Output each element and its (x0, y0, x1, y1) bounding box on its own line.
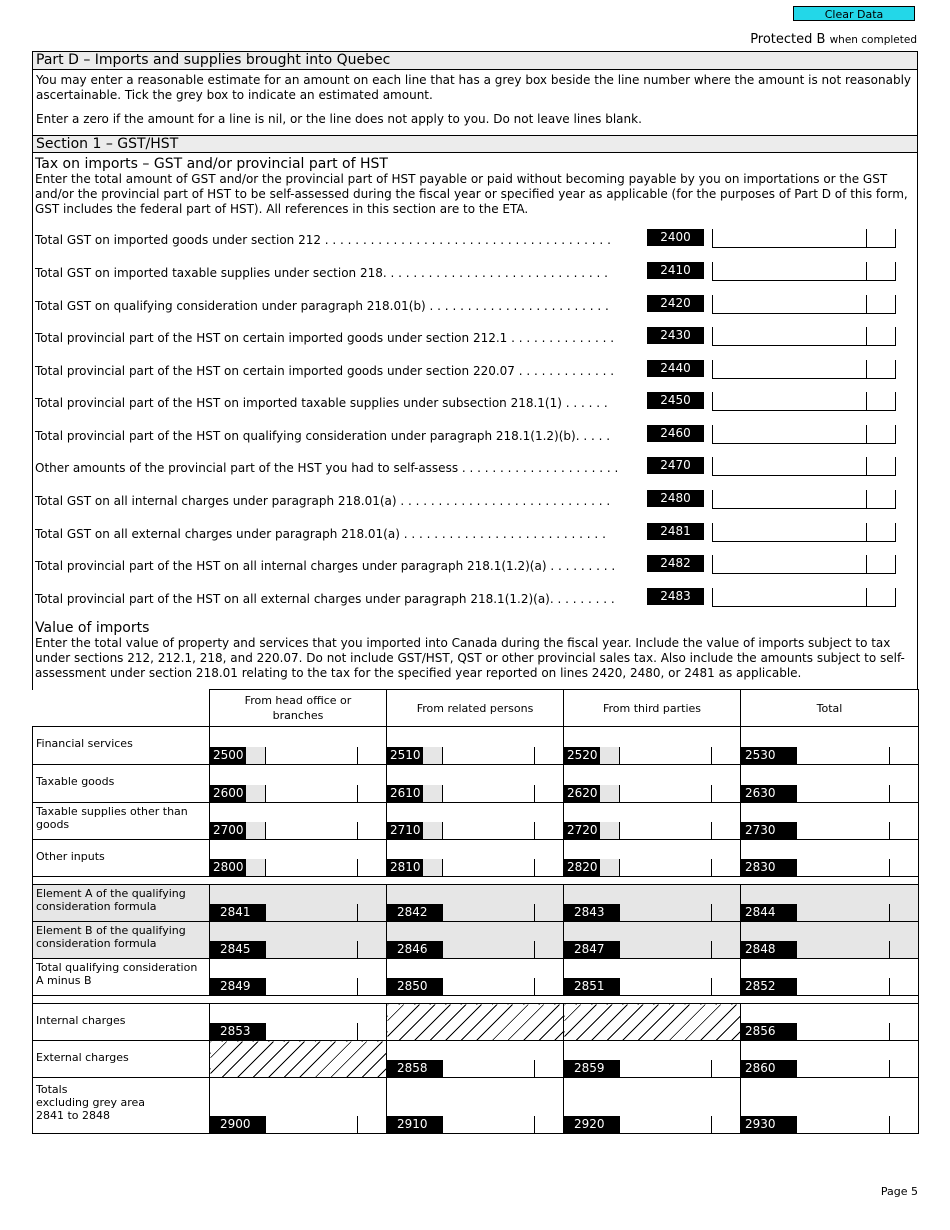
line-2480-number: 2480 (647, 490, 704, 507)
row-goods-label: Taxable goods (33, 765, 210, 803)
section1-title: Section 1 – GST/HST (32, 135, 918, 153)
line-2400-number: 2400 (647, 229, 704, 246)
cell-2846-input[interactable] (387, 922, 564, 959)
col-total: Total (741, 690, 919, 727)
tax-title: Tax on imports – GST and/or provincial part of HST (35, 156, 388, 172)
num-2920: 2920 (564, 1116, 620, 1133)
cell-2520-input[interactable] (564, 727, 741, 765)
part-d-box (32, 51, 918, 136)
cell-2842-input[interactable] (387, 885, 564, 922)
line-2420-amount-input[interactable] (712, 295, 868, 314)
line-2483-amount-input[interactable] (712, 588, 868, 607)
num-2900: 2900 (210, 1116, 266, 1133)
estimate-checkbox-2610[interactable] (423, 785, 443, 802)
line-2440-label: Total provincial part of the HST on certain imported goods under section 220.07 . . . . . . . . . . . . . (35, 364, 615, 378)
cell-2720-input[interactable] (564, 803, 741, 840)
tax-para: Enter the total amount of GST and/or the provincial part of HST payable or paid without becoming payable by you on importations or the GST and/or the provincial part of HST to be self-assessed during the fiscal year or specified year as applicable (for the purposes of Part D of this form, GST includes the federal part of HST). All references in this section are to the ETA. (35, 172, 908, 216)
line-2483-label: Total provincial part of the HST on all external charges under paragraph 218.1(1.2)(a). . . . . . . . . (35, 592, 615, 606)
col-related: From related persons (387, 690, 564, 727)
imports-table (32, 689, 919, 1134)
cell-2850-input[interactable] (387, 959, 564, 996)
cell-2845-input[interactable] (210, 922, 387, 959)
cell-2730-input[interactable] (741, 803, 919, 840)
part-d-para1: You may enter a reasonable estimate for an amount on each line that has a grey box beside the line number where the amount is not reasonably ascertainable. Tick the grey box to indicate an estimated amount. (36, 73, 912, 102)
line-2470-label: Other amounts of the provincial part of the HST you had to self-assess . . . . . . . . . . . . . . . . . . . . . (35, 461, 619, 475)
num-2847: 2847 (564, 941, 620, 958)
cell-2852-input[interactable] (741, 959, 919, 996)
estimate-checkbox-2810[interactable] (423, 859, 443, 876)
hatched-cell-internal-third (564, 1004, 741, 1041)
line-2482-amount-input[interactable] (712, 555, 868, 574)
num-2852: 2852 (741, 978, 797, 995)
estimate-checkbox-2720[interactable] (600, 822, 620, 839)
line-2481-cents-input[interactable] (866, 523, 896, 542)
estimate-checkbox-2700[interactable] (246, 822, 266, 839)
cell-2610-input[interactable] (387, 765, 564, 803)
estimate-checkbox-2600[interactable] (246, 785, 266, 802)
cell-2500-input[interactable] (210, 727, 387, 765)
cell-2841-input[interactable] (210, 885, 387, 922)
col-head-office: From head office or branches (210, 690, 387, 727)
num-2860: 2860 (741, 1060, 797, 1077)
cell-2853-input[interactable] (210, 1004, 387, 1041)
cell-2920-input[interactable] (564, 1078, 741, 1134)
cell-2856-input[interactable] (741, 1004, 919, 1041)
num-2830: 2830 (741, 859, 797, 876)
cell-2830-input[interactable] (741, 840, 919, 877)
line-2470-amount-input[interactable] (712, 457, 868, 476)
part-d-title: Part D – Imports and supplies brought into Quebec (33, 52, 917, 70)
page-number: Page 5 (880, 1185, 918, 1198)
line-2480-label: Total GST on all internal charges under paragraph 218.01(a) . . . . . . . . . . . . . . . . . . . . . . . . . . . . (35, 494, 611, 508)
cell-2530-input[interactable] (741, 727, 919, 765)
num-2844: 2844 (741, 904, 797, 921)
cell-2620-input[interactable] (564, 765, 741, 803)
line-2482-number: 2482 (647, 555, 704, 572)
num-2851: 2851 (564, 978, 620, 995)
part-d-para2: Enter a zero if the amount for a line is nil, or the line does not apply to you. Do not leave lines blank. (36, 112, 642, 126)
line-2420-number: 2420 (647, 295, 704, 312)
num-2850: 2850 (387, 978, 443, 995)
num-2849: 2849 (210, 978, 266, 995)
num-2858: 2858 (387, 1060, 443, 1077)
line-2440-amount-input[interactable] (712, 360, 868, 379)
line-2400-amount-input[interactable] (712, 229, 868, 248)
row-other-label: Other inputs (33, 840, 210, 877)
line-2460-amount-input[interactable] (712, 425, 868, 444)
estimate-checkbox-2510[interactable] (423, 747, 443, 764)
num-2630: 2630 (741, 785, 797, 802)
num-2530: 2530 (741, 747, 797, 764)
line-2450-label: Total provincial part of the HST on imported taxable supplies under subsection 218.1(1) . . . . . . (35, 396, 608, 410)
num-2620: 2620 (564, 785, 600, 802)
line-2450-cents-input[interactable] (866, 392, 896, 411)
num-2843: 2843 (564, 904, 620, 921)
cell-2849-input[interactable] (210, 959, 387, 996)
num-2710: 2710 (387, 822, 423, 839)
hatched-cell-internal-related (387, 1004, 564, 1041)
line-2430-cents-input[interactable] (866, 327, 896, 346)
row-totalqc-label: Total qualifying consideration A minus B (33, 959, 210, 996)
cell-2843-input[interactable] (564, 885, 741, 922)
cell-2600-input[interactable] (210, 765, 387, 803)
cell-2847-input[interactable] (564, 922, 741, 959)
line-2460-number: 2460 (647, 425, 704, 442)
cell-2810-input[interactable] (387, 840, 564, 877)
cell-2900-input[interactable] (210, 1078, 387, 1134)
num-2730: 2730 (741, 822, 797, 839)
num-2910: 2910 (387, 1116, 443, 1133)
line-2430-number: 2430 (647, 327, 704, 344)
row-internal-label: Internal charges (33, 1004, 210, 1041)
line-2400-label: Total GST on imported goods under section 212 . . . . . . . . . . . . . . . . . . . . . . . . . . . . . . . . . . . . . . (35, 233, 611, 247)
cell-2910-input[interactable] (387, 1078, 564, 1134)
num-2848: 2848 (741, 941, 797, 958)
num-2841: 2841 (210, 904, 266, 921)
line-2481-label: Total GST on all external charges under paragraph 218.01(a) . . . . . . . . . . . . . . . . . . . . . . . . . . . (35, 527, 606, 541)
row-spacer (33, 877, 919, 885)
line-2430-amount-input[interactable] (712, 327, 868, 346)
cell-2800-input[interactable] (210, 840, 387, 877)
line-2483-number: 2483 (647, 588, 704, 605)
corner-cell (33, 690, 210, 727)
line-2450-amount-input[interactable] (712, 392, 868, 411)
num-2510: 2510 (387, 747, 423, 764)
line-2430-label: Total provincial part of the HST on certain imported goods under section 212.1 . . . . . . . . . . . . . . (35, 331, 615, 345)
line-2482-label: Total provincial part of the HST on all internal charges under paragraph 218.1(1.2)(a) . . . . . . . . . (35, 559, 616, 573)
estimate-checkbox-2710[interactable] (423, 822, 443, 839)
line-2460-cents-input[interactable] (866, 425, 896, 444)
line-2410-amount-input[interactable] (712, 262, 868, 281)
line-2410-cents-input[interactable] (866, 262, 896, 281)
num-2500: 2500 (210, 747, 246, 764)
num-2930: 2930 (741, 1116, 797, 1133)
num-2859: 2859 (564, 1060, 620, 1077)
num-2842: 2842 (387, 904, 443, 921)
num-2800: 2800 (210, 859, 246, 876)
line-2400-cents-input[interactable] (866, 229, 896, 248)
value-imports-para: Enter the total value of property and services that you imported into Canada during the fiscal year. Include the value of imports subject to tax under sections 212, 212.1, 218, and 220.07. Do not include GST/HST, QST or other provincial sales tax. Also include the amounts subject to self-assessment under section 218.01 relating to the tax for the specified year reported on lines 2420, 2480, or 2481 as applicable. (35, 636, 905, 680)
cell-2930-input[interactable] (741, 1078, 919, 1134)
row-spacer-2 (33, 996, 919, 1004)
line-2420-cents-input[interactable] (866, 295, 896, 314)
row-financial-label: Financial services (33, 727, 210, 765)
row-supplies-label: Taxable supplies other than goods (33, 803, 210, 840)
line-2440-cents-input[interactable] (866, 360, 896, 379)
cell-2860-input[interactable] (741, 1041, 919, 1078)
row-totals-label: Totals excluding grey area 2841 to 2848 (33, 1078, 210, 1134)
cell-2858-input[interactable] (387, 1041, 564, 1078)
line-2410-number: 2410 (647, 262, 704, 279)
cell-2510-input[interactable] (387, 727, 564, 765)
hatched-cell-external-head (210, 1041, 387, 1078)
num-2856: 2856 (741, 1023, 797, 1040)
num-2600: 2600 (210, 785, 246, 802)
protected-label: Protected B when completed (750, 32, 917, 47)
line-2481-number: 2481 (647, 523, 704, 540)
line-2450-number: 2450 (647, 392, 704, 409)
line-2481-amount-input[interactable] (712, 523, 868, 542)
line-2420-label: Total GST on qualifying consideration under paragraph 218.01(b) . . . . . . . . . . . . . . . . . . . . . . . . (35, 299, 609, 313)
line-2410-label: Total GST on imported taxable supplies under section 218. . . . . . . . . . . . . . . . . . . . . . . . . . . . . . (35, 266, 608, 280)
cell-2710-input[interactable] (387, 803, 564, 840)
estimate-checkbox-2620[interactable] (600, 785, 620, 802)
num-2810: 2810 (387, 859, 423, 876)
line-2480-amount-input[interactable] (712, 490, 868, 509)
num-2520: 2520 (564, 747, 600, 764)
cell-2859-input[interactable] (564, 1041, 741, 1078)
row-elemA-label: Element A of the qualifying consideration formula (33, 885, 210, 922)
row-external-label: External charges (33, 1041, 210, 1078)
cell-2848-input[interactable] (741, 922, 919, 959)
cell-2844-input[interactable] (741, 885, 919, 922)
line-2470-cents-input[interactable] (866, 457, 896, 476)
estimate-checkbox-2820[interactable] (600, 859, 620, 876)
line-2440-number: 2440 (647, 360, 704, 377)
line-2470-number: 2470 (647, 457, 704, 474)
cell-2700-input[interactable] (210, 803, 387, 840)
line-2460-label: Total provincial part of the HST on qualifying consideration under paragraph 218.1(1.2)(b). . . . . (35, 429, 611, 443)
line-2482-cents-input[interactable] (866, 555, 896, 574)
estimate-checkbox-2500[interactable] (246, 747, 266, 764)
num-2700: 2700 (210, 822, 246, 839)
num-2820: 2820 (564, 859, 600, 876)
cell-2820-input[interactable] (564, 840, 741, 877)
line-2483-cents-input[interactable] (866, 588, 896, 607)
num-2846: 2846 (387, 941, 443, 958)
line-2480-cents-input[interactable] (866, 490, 896, 509)
num-2610: 2610 (387, 785, 423, 802)
num-2720: 2720 (564, 822, 600, 839)
col-third: From third parties (564, 690, 741, 727)
value-imports-title: Value of imports (35, 620, 150, 636)
estimate-checkbox-2520[interactable] (600, 747, 620, 764)
clear-data-button[interactable]: Clear Data (793, 6, 915, 21)
cell-2851-input[interactable] (564, 959, 741, 996)
num-2845: 2845 (210, 941, 266, 958)
row-elemB-label: Element B of the qualifying consideration formula (33, 922, 210, 959)
cell-2630-input[interactable] (741, 765, 919, 803)
num-2853: 2853 (210, 1023, 266, 1040)
estimate-checkbox-2800[interactable] (246, 859, 266, 876)
